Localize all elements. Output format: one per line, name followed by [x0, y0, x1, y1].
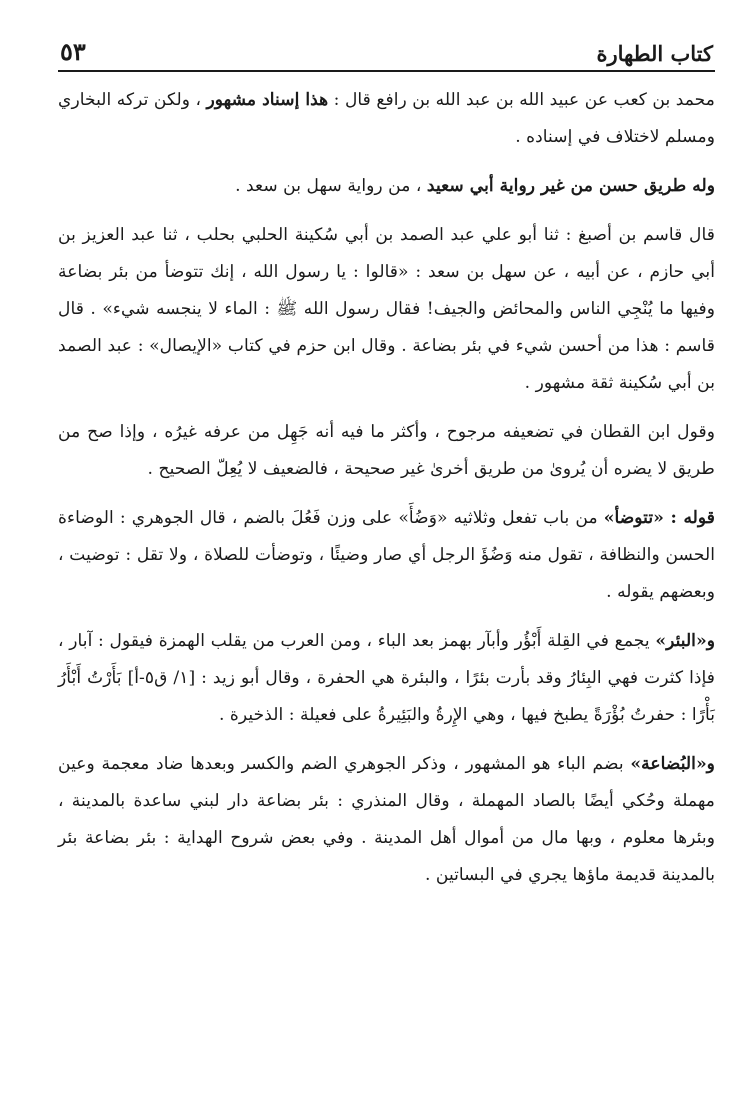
- paragraph-6: و«البئر» يجمع في القِلة أَبْؤُر وأبآر بهمز بعد الباء ، ومن العرب من يقلب الهمزة فيقول : آبار ، فإذا كثرت فهي البِئارُ وقد بأرت بئرًا ، والبئرة هي الحفرة ، وقال أبو زيد : [١/ ق٥-أ] بَأَرْتُ أَبْأَرُ بَأْرًا : حفرتُ بُؤْرَةً يطبخ فيها ، وهي الإِرةُ والبَئِيرةُ على فعيلة : الذخيرة .: [58, 631, 716, 725]
- term-heading: و«البئر»: [655, 631, 715, 651]
- emphasis: وله طريق حسن من غير رواية أبي سعيد: [426, 176, 715, 196]
- term-heading: و«البُضاعة»: [630, 754, 715, 774]
- paragraph-1: محمد بن كعب عن عبيد الله بن عبد الله بن رافع قال : هذا إسناد مشهور ، ولكن تركه البخاري ومسلم لاختلاف في إسناده .: [58, 90, 715, 147]
- term-heading: قوله : «تتوضأ»: [603, 508, 715, 528]
- chapter-title: كتاب الطهارة: [596, 41, 713, 66]
- paragraph-7: و«البُضاعة» بضم الباء هو المشهور ، وذكر الجوهري الضم والكسر وبعدها ضاد معجمة وعين مهملة وحُكي أيضًا بالصاد المهملة ، وقال المنذري : بئر بضاعة دار لبني ساعدة بالمدينة ، وبئرها معلوم ، وبها مال من أموال أهل المدينة . وفي بعض شروح الهداية : بئر بضاعة بئر بالمدينة قديمة ماؤها يجري في البساتين .: [58, 754, 715, 885]
- page: [58, 22, 715, 1102]
- page-number: ٥٣: [60, 37, 86, 66]
- page-body: [58, 82, 715, 894]
- paragraph-2: وله طريق حسن من غير رواية أبي سعيد ، من رواية سهل بن سعد .: [235, 176, 715, 196]
- running-header: [58, 22, 715, 72]
- paragraph-3: قال قاسم بن أصبغ : ثنا أبو علي عبد الصمد بن أبي سُكينة الحلبي بحلب ، ثنا عبد العزيز بن أبي حازم ، عن أبيه ، عن سهل بن سعد : «قالوا : يا رسول الله ، إنك تتوضأ من بئر بضاعة وفيها ما يُنْجِي الناس والمحائض والجيف! فقال رسول الله ﷺ : الماء لا ينجسه شيء» . قال قاسم : هذا من أحسن شيء في بئر بضاعة . وقال ابن حزم في كتاب «الإيصال» : عبد الصمد بن أبي سُكينة ثقة مشهور .: [58, 225, 715, 393]
- paragraph-5: قوله : «تتوضأ» من باب تفعل وثلاثيه «وَضُأَ» على وزن فَعُلَ بالضم ، قال الجوهري : الوضاءة الحسن والنظافة ، تقول منه وَضُؤَ الرجل أي صار وضيئًا ، وتوضأت للصلاة ، ولا تقل : توضيت ، وبعضهم يقوله .: [58, 508, 715, 602]
- paragraph-4: وقول ابن القطان في تضعيفه مرجوح ، وأكثر ما فيه أنه جَهِل من عرفه غيرُه ، وإذا صح من طريق لا يضره أن يُروىٰ من طريق أخرىٰ غير صحيحة ، فالضعيف لا يُعِلّ الصحيح .: [58, 422, 715, 479]
- emphasis: هذا إسناد مشهور: [206, 90, 329, 110]
